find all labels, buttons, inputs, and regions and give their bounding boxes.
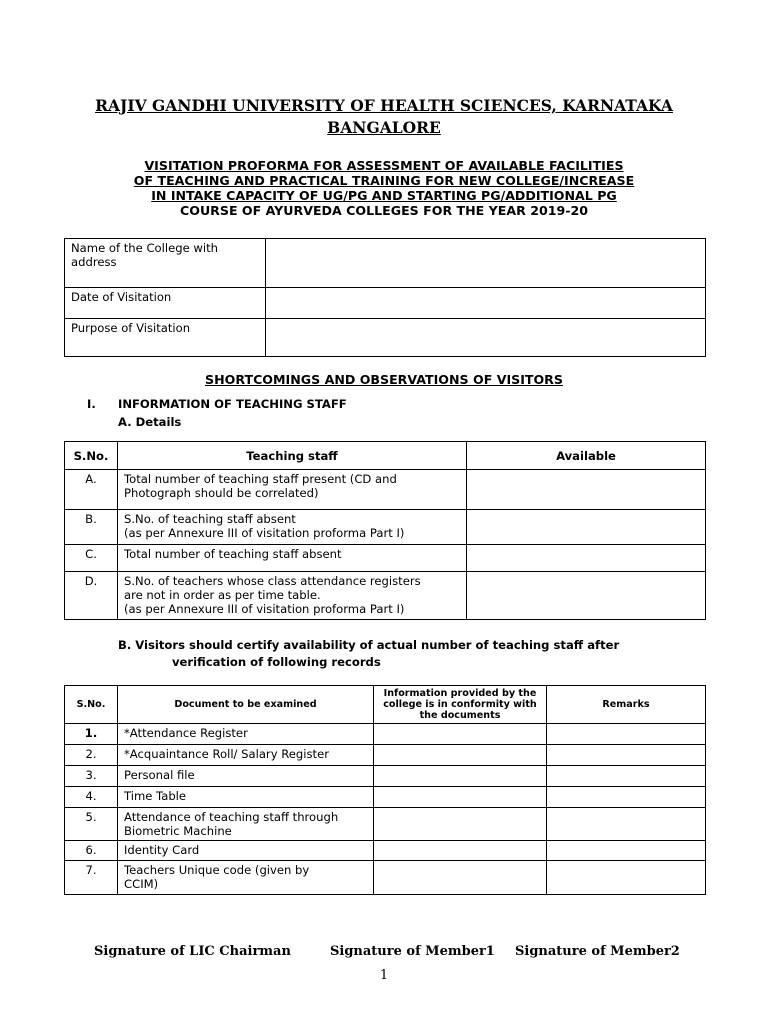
desc-line: Total number of teaching staff present (CD and xyxy=(124,472,397,486)
shortcomings-heading: SHORTCOMINGS AND OBSERVATIONS OF VISITORS xyxy=(205,372,563,387)
row-sno: 5. xyxy=(65,808,118,841)
available-field[interactable] xyxy=(467,572,706,620)
row-sno: C. xyxy=(65,545,118,572)
row-document xyxy=(118,861,374,895)
table-row xyxy=(65,861,706,895)
row-sno: 6. xyxy=(65,841,118,861)
table-row xyxy=(65,545,706,572)
table-row xyxy=(65,841,706,861)
label-line: Name of the College with xyxy=(71,241,218,255)
date-of-visitation-field[interactable] xyxy=(266,288,706,319)
desc-line: S.No. of teachers whose class attendance registers xyxy=(124,574,421,588)
table-row xyxy=(65,724,706,745)
row-sno: B. xyxy=(65,510,118,545)
information-field[interactable] xyxy=(374,861,547,895)
row-sno: 7. xyxy=(65,861,118,895)
remarks-field[interactable] xyxy=(547,808,706,841)
purpose-of-visitation-field[interactable] xyxy=(266,319,706,357)
desc-line: (as per Annexure III of visitation proforma Part I) xyxy=(124,602,405,616)
remarks-field[interactable] xyxy=(547,841,706,861)
date-of-visitation-label: Date of Visitation xyxy=(65,288,266,319)
table-row xyxy=(65,787,706,808)
row-sno: 3. xyxy=(65,766,118,787)
row-sno: D. xyxy=(65,572,118,620)
information-field[interactable] xyxy=(374,766,547,787)
information-field[interactable] xyxy=(374,724,547,745)
table-header-row xyxy=(65,686,706,724)
column-header-document: Document to be examined xyxy=(118,686,374,724)
remarks-field[interactable] xyxy=(547,787,706,808)
doc-line: Biometric Machine xyxy=(124,824,232,838)
table-header-row xyxy=(65,442,706,470)
teaching-staff-details-table xyxy=(64,441,706,620)
proforma-title xyxy=(0,158,768,218)
table-row xyxy=(65,745,706,766)
doc-line: Attendance of teaching staff through xyxy=(124,810,339,824)
college-name-label xyxy=(65,239,266,288)
row-document: *Attendance Register xyxy=(118,724,374,745)
row-description: Total number of teaching staff absent xyxy=(118,545,467,572)
available-field[interactable] xyxy=(467,470,706,510)
remarks-field[interactable] xyxy=(547,766,706,787)
column-header-available: Available xyxy=(467,442,706,470)
remarks-field[interactable] xyxy=(547,724,706,745)
row-sno: 4. xyxy=(65,787,118,808)
header-line: college is in conformity with xyxy=(383,699,537,710)
university-name-line1: RAJIV GANDHI UNIVERSITY OF HEALTH SCIENCES, KARNATAKA xyxy=(95,96,673,115)
proforma-title-line4: COURSE OF AYURVEDA COLLEGES FOR THE YEAR 2019-20 xyxy=(180,203,588,218)
row-sno: 1. xyxy=(65,724,118,745)
records-verification-table xyxy=(64,685,706,895)
information-field[interactable] xyxy=(374,745,547,766)
proforma-title-line3: IN INTAKE CAPACITY OF UG/PG AND STARTING PG/ADDITIONAL PG xyxy=(151,188,617,203)
row-document: Identity Card xyxy=(118,841,374,861)
proforma-title-line2: OF TEACHING AND PRACTICAL TRAINING FOR NEW COLLEGE/INCREASE xyxy=(133,173,635,188)
row-document: Time Table xyxy=(118,787,374,808)
row-document xyxy=(118,808,374,841)
row-sno: A. xyxy=(65,470,118,510)
row-description xyxy=(118,470,467,510)
purpose-of-visitation-label: Purpose of Visitation xyxy=(65,319,266,357)
university-name-line2: BANGALORE xyxy=(327,118,441,137)
section-i-title: INFORMATION OF TEACHING STAFF xyxy=(118,397,347,411)
college-name-field[interactable] xyxy=(266,239,706,288)
desc-line: S.No. of teaching staff absent xyxy=(124,512,296,526)
proforma-title-line1: VISITATION PROFORMA FOR ASSESSMENT OF AVAILABLE FACILITIES xyxy=(144,158,624,173)
desc-line: (as per Annexure III of visitation proforma Part I) xyxy=(124,526,405,540)
header-line: Information provided by the xyxy=(383,688,537,699)
row-description xyxy=(118,572,467,620)
column-header-sno: S.No. xyxy=(65,442,118,470)
information-field[interactable] xyxy=(374,841,547,861)
column-header-sno: S.No. xyxy=(65,686,118,724)
row-description xyxy=(118,510,467,545)
section-i-numeral: I. xyxy=(87,397,96,411)
page-number: 1 xyxy=(379,968,389,983)
available-field[interactable] xyxy=(467,510,706,545)
remarks-field[interactable] xyxy=(547,745,706,766)
signature-lic-chairman: Signature of LIC Chairman xyxy=(94,944,291,959)
remarks-field[interactable] xyxy=(547,861,706,895)
table-row xyxy=(65,572,706,620)
column-header-information xyxy=(374,686,547,724)
column-header-teaching-staff: Teaching staff xyxy=(118,442,467,470)
row-document: Personal file xyxy=(118,766,374,787)
header-line: the documents xyxy=(419,710,501,721)
college-info-table xyxy=(64,238,706,357)
signature-member1: Signature of Member1 xyxy=(330,944,495,959)
column-header-remarks: Remarks xyxy=(547,686,706,724)
table-row xyxy=(65,808,706,841)
table-row xyxy=(65,766,706,787)
label-line: address xyxy=(71,255,117,269)
information-field[interactable] xyxy=(374,808,547,841)
table-row xyxy=(65,319,706,357)
row-document: *Acquaintance Roll/ Salary Register xyxy=(118,745,374,766)
row-sno: 2. xyxy=(65,745,118,766)
subsection-a-title: A. Details xyxy=(118,415,182,429)
table-row xyxy=(65,239,706,288)
table-row xyxy=(65,288,706,319)
doc-line: CCIM) xyxy=(124,877,159,891)
available-field[interactable] xyxy=(467,545,706,572)
subsection-b-line1: B. Visitors should certify availability of actual number of teaching staff after xyxy=(118,638,620,652)
desc-line: Photograph should be correlated) xyxy=(124,486,319,500)
information-field[interactable] xyxy=(374,787,547,808)
desc-line: are not in order as per time table. xyxy=(124,588,321,602)
doc-line: Teachers Unique code (given by xyxy=(124,863,310,877)
signature-member2: Signature of Member2 xyxy=(515,944,680,959)
table-row xyxy=(65,510,706,545)
table-row xyxy=(65,470,706,510)
subsection-b-line2: verification of following records xyxy=(172,655,381,669)
